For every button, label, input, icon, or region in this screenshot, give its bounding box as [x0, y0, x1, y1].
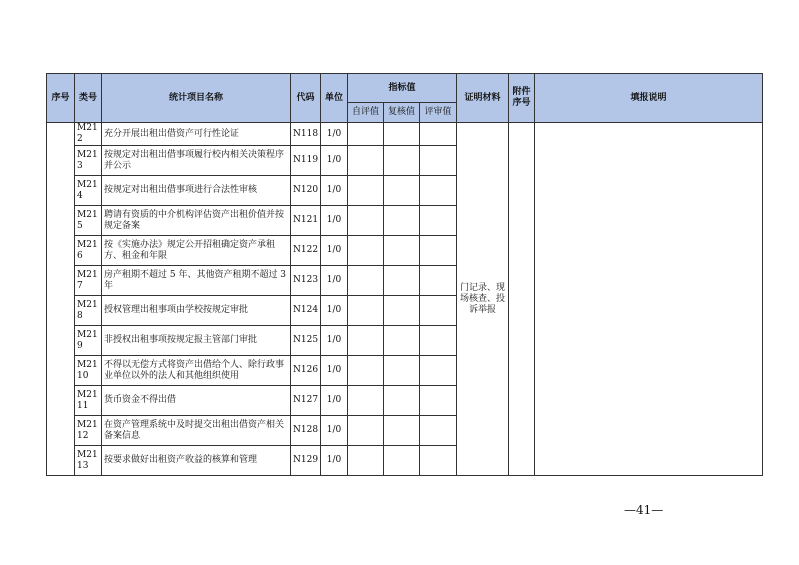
review-cell[interactable] — [384, 146, 420, 176]
unit-cell: 1/0 — [321, 416, 348, 446]
review-cell[interactable] — [384, 266, 420, 296]
self-eval-cell[interactable] — [348, 236, 384, 266]
unit-cell: 1/0 — [321, 206, 348, 236]
unit-cell: 1/0 — [321, 446, 348, 476]
type-cell: M2111 — [75, 386, 102, 416]
type-cell: M219 — [75, 326, 102, 356]
header-self-eval: 自评值 — [348, 103, 384, 123]
self-eval-cell[interactable] — [348, 123, 384, 146]
page-number: —41— — [624, 503, 664, 517]
code-cell: N126 — [291, 356, 321, 386]
type-cell: M216 — [75, 236, 102, 266]
type-cell: M214 — [75, 176, 102, 206]
header-proof: 证明材料 — [457, 74, 509, 123]
unit-cell: 1/0 — [321, 266, 348, 296]
statistics-table — [46, 73, 763, 476]
header-item-name: 统计项目名称 — [102, 74, 291, 123]
header-type: 类号 — [75, 74, 102, 123]
self-eval-cell[interactable] — [348, 326, 384, 356]
item-name-cell: 在资产管理系统中及时提交出租出借资产相关备案信息 — [102, 416, 291, 446]
table-row — [47, 123, 763, 146]
type-cell: M215 — [75, 206, 102, 236]
type-cell: M2112 — [75, 416, 102, 446]
review-cell[interactable] — [384, 236, 420, 266]
judge-cell[interactable] — [420, 386, 457, 416]
header-attach-seq: 附件序号 — [509, 74, 535, 123]
header-review: 复核值 — [384, 103, 420, 123]
unit-cell: 1/0 — [321, 296, 348, 326]
proof-cell: 门记录、现场核查、投诉举报 — [457, 123, 509, 476]
self-eval-cell[interactable] — [348, 296, 384, 326]
judge-cell[interactable] — [420, 123, 457, 146]
code-cell: N124 — [291, 296, 321, 326]
judge-cell[interactable] — [420, 236, 457, 266]
code-cell: N128 — [291, 416, 321, 446]
item-name-cell: 按规定对出租出借事项履行校内相关决策程序并公示 — [102, 146, 291, 176]
header-indicator: 指标值 — [348, 74, 457, 103]
item-name-cell: 聘请有资质的中介机构评估资产出租价值并按规定备案 — [102, 206, 291, 236]
seq-cell — [47, 123, 75, 476]
type-cell: M217 — [75, 266, 102, 296]
judge-cell[interactable] — [420, 296, 457, 326]
code-cell: N118 — [291, 123, 321, 146]
code-cell: N123 — [291, 266, 321, 296]
unit-cell: 1/0 — [321, 146, 348, 176]
self-eval-cell[interactable] — [348, 266, 384, 296]
type-cell: M2110 — [75, 356, 102, 386]
judge-cell[interactable] — [420, 326, 457, 356]
self-eval-cell[interactable] — [348, 446, 384, 476]
judge-cell[interactable] — [420, 146, 457, 176]
type-cell: M218 — [75, 296, 102, 326]
judge-cell[interactable] — [420, 176, 457, 206]
code-cell: N127 — [291, 386, 321, 416]
item-name-cell: 按规定对出租出借事项进行合法性审核 — [102, 176, 291, 206]
judge-cell[interactable] — [420, 266, 457, 296]
unit-cell: 1/0 — [321, 236, 348, 266]
header-code: 代码 — [291, 74, 321, 123]
code-cell: N122 — [291, 236, 321, 266]
self-eval-cell[interactable] — [348, 386, 384, 416]
attach-seq-cell[interactable] — [509, 123, 535, 476]
item-name-cell: 按要求做好出租资产收益的核算和管理 — [102, 446, 291, 476]
judge-cell[interactable] — [420, 446, 457, 476]
type-cell: M213 — [75, 146, 102, 176]
judge-cell[interactable] — [420, 416, 457, 446]
review-cell[interactable] — [384, 206, 420, 236]
item-name-cell: 货币资金不得出借 — [102, 386, 291, 416]
header-unit: 单位 — [321, 74, 348, 123]
header-seq: 序号 — [47, 74, 75, 123]
unit-cell: 1/0 — [321, 123, 348, 146]
item-name-cell: 非授权出租事项按规定报主管部门审批 — [102, 326, 291, 356]
self-eval-cell[interactable] — [348, 356, 384, 386]
item-name-cell: 房产租期不超过 5 年、其他资产租期不超过 3 年 — [102, 266, 291, 296]
self-eval-cell[interactable] — [348, 206, 384, 236]
review-cell[interactable] — [384, 416, 420, 446]
unit-cell: 1/0 — [321, 356, 348, 386]
item-name-cell: 不得以无偿方式将资产出借给个人、除行政事业单位以外的法人和其他组织使用 — [102, 356, 291, 386]
judge-cell[interactable] — [420, 356, 457, 386]
review-cell[interactable] — [384, 326, 420, 356]
unit-cell: 1/0 — [321, 386, 348, 416]
review-cell[interactable] — [384, 446, 420, 476]
code-cell: N125 — [291, 326, 321, 356]
code-cell: N129 — [291, 446, 321, 476]
review-cell[interactable] — [384, 176, 420, 206]
header-judge: 评审值 — [420, 103, 457, 123]
unit-cell: 1/0 — [321, 326, 348, 356]
judge-cell[interactable] — [420, 206, 457, 236]
code-cell: N120 — [291, 176, 321, 206]
unit-cell: 1/0 — [321, 176, 348, 206]
self-eval-cell[interactable] — [348, 176, 384, 206]
header-fill-note: 填报说明 — [535, 74, 763, 123]
review-cell[interactable] — [384, 356, 420, 386]
type-cell: M2113 — [75, 446, 102, 476]
item-name-cell: 充分开展出租出借资产可行性论证 — [102, 123, 291, 146]
fill-note-cell[interactable] — [535, 123, 763, 476]
self-eval-cell[interactable] — [348, 146, 384, 176]
code-cell: N119 — [291, 146, 321, 176]
type-cell: M212 — [75, 123, 102, 146]
review-cell[interactable] — [384, 386, 420, 416]
code-cell: N121 — [291, 206, 321, 236]
item-name-cell: 授权管理出租事项由学校按规定审批 — [102, 296, 291, 326]
review-cell[interactable] — [384, 296, 420, 326]
review-cell[interactable] — [384, 123, 420, 146]
item-name-cell: 按《实施办法》规定公开招租确定资产承租方、租金和年限 — [102, 236, 291, 266]
self-eval-cell[interactable] — [348, 416, 384, 446]
